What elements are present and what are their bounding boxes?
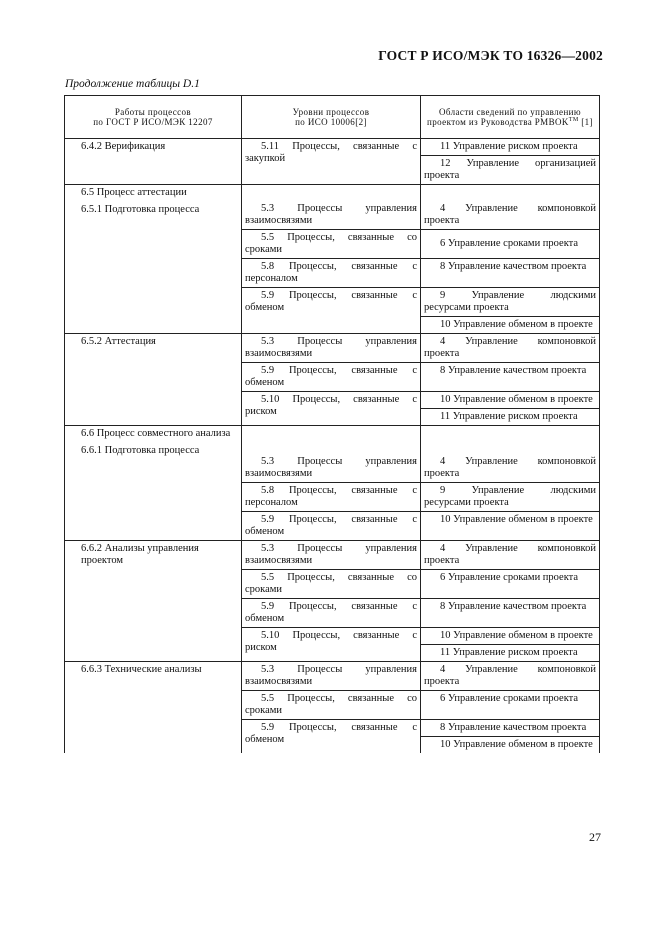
level-label: 5.5 Процессы, связанные со сроками (245, 572, 417, 595)
area-label: 9 Управление людскими ресурсами проекта (424, 485, 596, 508)
level-label: 5.8 Процессы, связанные с персоналом (245, 261, 417, 284)
table-row (65, 426, 600, 483)
level-cell (242, 392, 421, 426)
process-cell (65, 541, 242, 662)
area-label: 10 Управление обменом в проекте (440, 739, 593, 750)
area-cell (421, 392, 600, 409)
table-row (65, 185, 600, 230)
level-label: 5.9 Процессы, связанные с обменом (245, 722, 417, 745)
level-cell (242, 662, 421, 691)
level-cell (242, 334, 421, 363)
column-header-line: Области сведений по управлению (438, 107, 582, 117)
process-sub-label: 6.5.1 Подготовка процесса (81, 204, 200, 215)
column-header-line: проектом из Руководства PMBOK (427, 117, 569, 127)
area-label: 8 Управление качеством проекта (440, 722, 587, 733)
area-cell (421, 599, 600, 628)
area-label: 8 Управление качеством проекта (440, 365, 587, 376)
area-cell (421, 628, 600, 645)
process-cell (65, 139, 242, 185)
trademark-mark: TM (568, 117, 579, 123)
level-label: 5.9 Процессы, связанные с обменом (245, 514, 417, 537)
area-cell (421, 288, 600, 317)
level-cell (242, 541, 421, 570)
column-header-processes (65, 96, 242, 139)
document-header: ГОСТ Р ИСО/МЭК ТО 16326—2002 (378, 48, 603, 63)
table-row (65, 662, 600, 691)
process-cell (65, 662, 242, 754)
process-sub-label: 6.6.1 Подготовка процесса (81, 445, 200, 456)
level-cell (242, 259, 421, 288)
area-label: 4 Управление компоновкой проекта (424, 203, 596, 226)
level-label: 5.10 Процессы, связанные с риском (245, 394, 417, 417)
processes-table (64, 95, 600, 753)
page-number: 27 (589, 830, 601, 844)
level-label: 5.9 Процессы, связанные с обменом (245, 365, 417, 388)
area-label: 4 Управление компоновкой проекта (424, 543, 596, 566)
area-cell (421, 156, 600, 185)
level-label: 5.11 Процессы, связанные с закупкой (245, 141, 417, 164)
process-label: 6.4.2 Верификация (81, 141, 166, 152)
area-label: 10 Управление обменом в проекте (440, 630, 593, 641)
column-header-knowledge-areas (421, 96, 600, 139)
process-cell (65, 334, 242, 426)
level-cell (242, 570, 421, 599)
table-header-row (65, 96, 600, 139)
level-label: 5.9 Процессы, связанные с обменом (245, 290, 417, 313)
level-label: 5.9 Процессы, связанные с обменом (245, 601, 417, 624)
level-cell (242, 288, 421, 334)
level-cell (242, 720, 421, 754)
level-cell (242, 599, 421, 628)
level-label: 5.10 Процессы, связанные с риском (245, 630, 417, 653)
area-cell (421, 570, 600, 599)
area-label: 8 Управление качеством проекта (440, 261, 587, 272)
area-cell (421, 691, 600, 720)
area-cell (421, 662, 600, 691)
level-cell (242, 139, 421, 185)
area-cell (421, 645, 600, 662)
level-label: 5.3 Процессы управления взаимосвязями (245, 203, 417, 226)
process-cell (65, 426, 242, 541)
area-label: 12 Управление организацией проекта (424, 158, 596, 181)
area-label: 9 Управление людскими ресурсами проекта (424, 290, 596, 313)
area-label: 11 Управление риском проекта (440, 141, 578, 152)
area-label: 6 Управление сроками проекта (440, 572, 579, 583)
area-cell (421, 512, 600, 541)
process-label: 6.5.2 Аттестация (81, 336, 156, 347)
level-cell (242, 230, 421, 259)
area-label: 4 Управление компоновкой проекта (424, 456, 596, 479)
column-header-line: Работы процессов (114, 107, 192, 117)
table-caption: Продолжение таблицы D.1 (65, 78, 200, 90)
area-label: 10 Управление обменом в проекте (440, 394, 593, 405)
process-label: 6.6.2 Анализы управления проектом (81, 543, 199, 566)
process-label: 6.6 Процесс совместного анализа (81, 428, 231, 439)
area-label: 10 Управление обменом в проекте (440, 319, 593, 330)
level-cell (242, 628, 421, 662)
area-label: 4 Управление компоновкой проекта (424, 664, 596, 687)
column-header-line: по ГОСТ Р ИСО/МЭК 12207 (93, 117, 213, 127)
level-label: 5.3 Процессы управления взаимосвязями (245, 456, 417, 479)
level-cell (242, 483, 421, 512)
table-row (65, 139, 600, 156)
area-label: 8 Управление качеством проекта (440, 601, 587, 612)
area-label: 6 Управление сроками проекта (440, 693, 579, 704)
level-cell (242, 426, 421, 483)
area-cell (421, 230, 600, 259)
area-cell (421, 483, 600, 512)
reference-mark: [1] (578, 117, 593, 127)
area-label: 11 Управление риском проекта (440, 647, 578, 658)
area-cell (421, 426, 600, 483)
level-label: 5.8 Процессы, связанные с персоналом (245, 485, 417, 508)
column-header-line: по ИСО 10006[2] (295, 117, 367, 127)
level-cell (242, 363, 421, 392)
level-cell (242, 185, 421, 230)
area-cell (421, 409, 600, 426)
area-cell (421, 259, 600, 288)
level-label: 5.3 Процессы управления взаимосвязями (245, 336, 417, 359)
area-label: 10 Управление обменом в проекте (440, 514, 593, 525)
level-label: 5.5 Процессы, связанные со сроками (245, 693, 417, 716)
level-label: 5.3 Процессы управления взаимосвязями (245, 664, 417, 687)
column-header-levels (242, 96, 421, 139)
area-cell (421, 334, 600, 363)
level-label: 5.3 Процессы управления взаимосвязями (245, 543, 417, 566)
area-label: 4 Управление компоновкой проекта (424, 336, 596, 359)
level-cell (242, 512, 421, 541)
process-label: 6.5 Процесс аттестации (81, 187, 187, 198)
area-label: 6 Управление сроками проекта (440, 238, 579, 249)
area-cell (421, 541, 600, 570)
table-row (65, 541, 600, 570)
area-cell (421, 737, 600, 754)
area-cell (421, 317, 600, 334)
area-cell (421, 363, 600, 392)
area-cell (421, 185, 600, 230)
process-cell (65, 185, 242, 334)
column-header-line: Уровни процессов (292, 107, 370, 117)
level-label: 5.5 Процессы, связанные со сроками (245, 232, 417, 255)
table-row (65, 334, 600, 363)
area-cell (421, 720, 600, 737)
area-label: 11 Управление риском проекта (440, 411, 578, 422)
process-label: 6.6.3 Технические анализы (81, 664, 202, 675)
level-cell (242, 691, 421, 720)
area-cell (421, 139, 600, 156)
